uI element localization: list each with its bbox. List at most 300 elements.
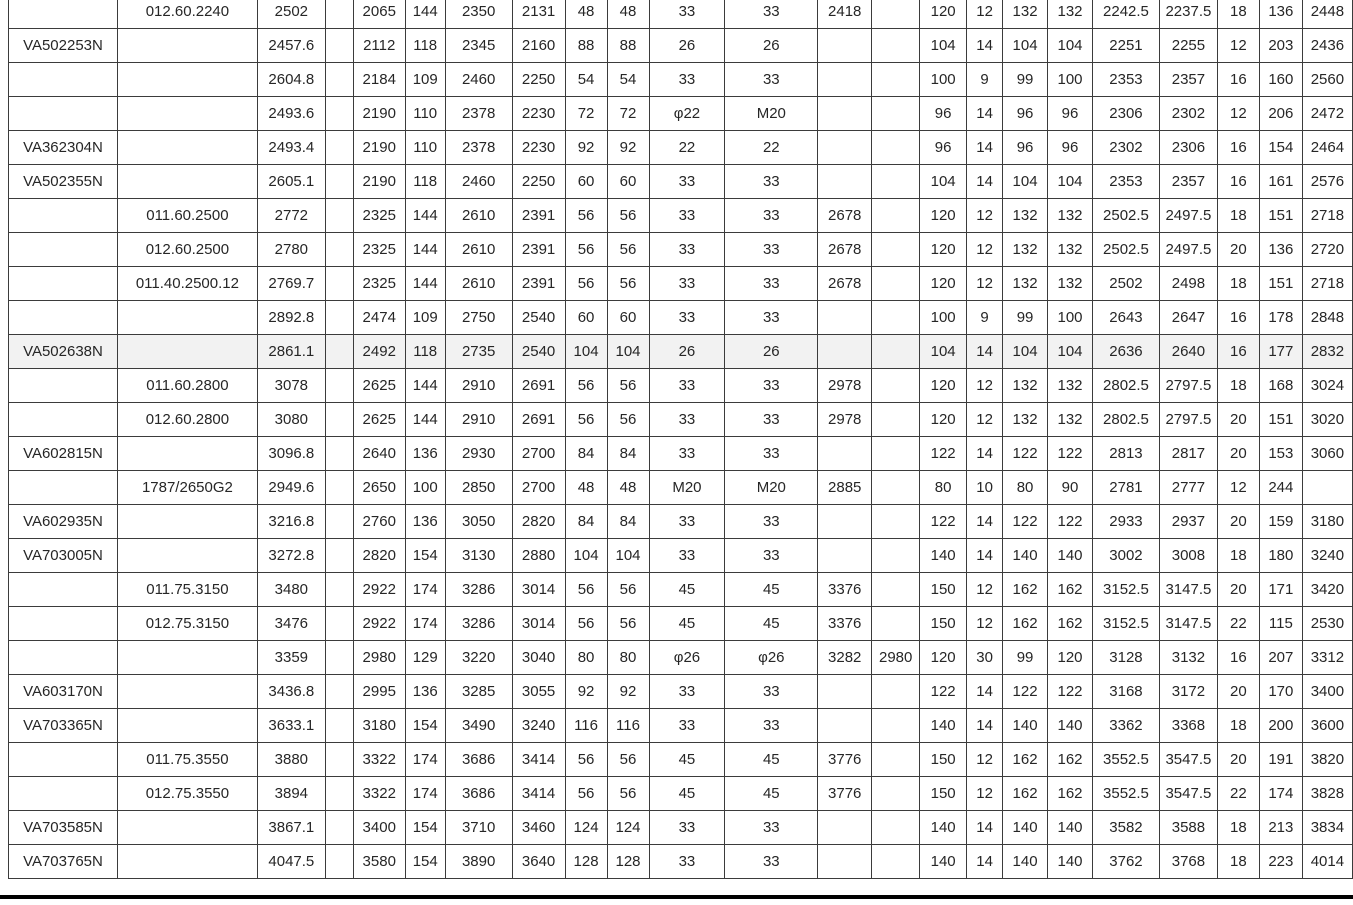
table-cell: 33 <box>725 267 818 301</box>
table-cell: 14 <box>967 845 1003 879</box>
table-row <box>9 641 1353 675</box>
table-cell: 33 <box>649 437 725 471</box>
table-cell: 2650 <box>353 471 405 505</box>
table-cell: 2112 <box>353 29 405 63</box>
table-cell: 12 <box>967 233 1003 267</box>
table-cell: 3686 <box>445 743 512 777</box>
table-cell: 153 <box>1259 437 1302 471</box>
table-row <box>9 131 1353 165</box>
table-cell: 159 <box>1259 505 1302 539</box>
table-cell: 96 <box>1048 97 1093 131</box>
table-cell: 144 <box>405 233 445 267</box>
table-cell: 2718 <box>1302 199 1352 233</box>
table-cell: 2678 <box>818 199 872 233</box>
table-cell: 122 <box>920 437 967 471</box>
table-cell: 80 <box>920 471 967 505</box>
table-cell: 132 <box>1048 233 1093 267</box>
table-cell: 45 <box>725 777 818 811</box>
table-cell: 104 <box>920 335 967 369</box>
model-series-cell <box>117 29 257 63</box>
table-cell: 3834 <box>1302 811 1352 845</box>
model-series-cell <box>117 165 257 199</box>
table-cell: 33 <box>725 811 818 845</box>
table-cell: 154 <box>1259 131 1302 165</box>
table-cell <box>872 267 920 301</box>
table-cell: 151 <box>1259 403 1302 437</box>
model-series-cell: 1787/2650G2 <box>117 471 257 505</box>
table-cell: 2720 <box>1302 233 1352 267</box>
table-cell <box>818 63 872 97</box>
table-cell <box>872 165 920 199</box>
model-va-cell: VA502253N <box>9 29 118 63</box>
table-cell: 3096.8 <box>257 437 325 471</box>
table-cell: 180 <box>1259 539 1302 573</box>
table-cell: 150 <box>920 743 967 777</box>
table-cell: 12 <box>1217 29 1259 63</box>
table-cell: 2065 <box>353 0 405 29</box>
table-cell: 140 <box>1048 539 1093 573</box>
table-cell: 3414 <box>512 743 565 777</box>
table-cell: 136 <box>1259 233 1302 267</box>
table-cell: 18 <box>1217 539 1259 573</box>
table-cell: 104 <box>920 165 967 199</box>
table-cell: 120 <box>920 641 967 675</box>
table-cell: 14 <box>967 675 1003 709</box>
table-cell: 56 <box>565 369 607 403</box>
table-cell: 2640 <box>353 437 405 471</box>
table-cell: 2493.6 <box>257 97 325 131</box>
table-cell: 144 <box>405 267 445 301</box>
table-cell: 140 <box>1003 845 1048 879</box>
table-cell: 3480 <box>257 573 325 607</box>
table-cell: 3776 <box>818 743 872 777</box>
table-cell: 2492 <box>353 335 405 369</box>
table-cell: 45 <box>725 573 818 607</box>
table-cell <box>325 539 353 573</box>
table-cell <box>818 165 872 199</box>
table-cell: 2937 <box>1159 505 1217 539</box>
table-cell: 33 <box>649 845 725 879</box>
table-cell <box>872 97 920 131</box>
table-cell: 2604.8 <box>257 63 325 97</box>
table-cell <box>1302 471 1352 505</box>
table-cell: 2605.1 <box>257 165 325 199</box>
table-cell: 2885 <box>818 471 872 505</box>
model-series-cell <box>117 301 257 335</box>
table-row <box>9 403 1353 437</box>
table-cell <box>872 709 920 743</box>
model-series-cell: 012.60.2800 <box>117 403 257 437</box>
table-cell: 2436 <box>1302 29 1352 63</box>
table-cell: 174 <box>405 777 445 811</box>
table-cell: 178 <box>1259 301 1302 335</box>
table-cell: 132 <box>1048 369 1093 403</box>
table-cell: 140 <box>1048 709 1093 743</box>
table-cell <box>872 505 920 539</box>
table-cell: 2777 <box>1159 471 1217 505</box>
table-cell <box>872 811 920 845</box>
table-cell: 56 <box>607 607 649 641</box>
table-cell: 33 <box>725 301 818 335</box>
table-cell: 170 <box>1259 675 1302 709</box>
table-cell: 2530 <box>1302 607 1352 641</box>
table-cell <box>818 301 872 335</box>
table-cell: 2750 <box>445 301 512 335</box>
model-series-cell <box>117 131 257 165</box>
table-row <box>9 607 1353 641</box>
table-cell: 26 <box>725 335 818 369</box>
table-cell: 3376 <box>818 573 872 607</box>
model-va-cell <box>9 199 118 233</box>
table-cell: 2820 <box>512 505 565 539</box>
table-cell: 2160 <box>512 29 565 63</box>
table-cell <box>872 777 920 811</box>
table-cell <box>325 97 353 131</box>
table-cell: 33 <box>725 845 818 879</box>
table-cell: 48 <box>607 471 649 505</box>
table-cell: 136 <box>405 437 445 471</box>
table-cell: 2802.5 <box>1092 369 1159 403</box>
table-cell: 213 <box>1259 811 1302 845</box>
model-va-cell <box>9 63 118 97</box>
table-cell <box>325 233 353 267</box>
table-cell: 223 <box>1259 845 1302 879</box>
table-cell: 244 <box>1259 471 1302 505</box>
table-cell: 3152.5 <box>1092 573 1159 607</box>
table-cell: 88 <box>565 29 607 63</box>
table-cell <box>325 335 353 369</box>
table-cell <box>325 199 353 233</box>
table-cell <box>872 607 920 641</box>
table-cell: 3400 <box>353 811 405 845</box>
table-cell: 3828 <box>1302 777 1352 811</box>
table-cell: 3867.1 <box>257 811 325 845</box>
table-cell: 2910 <box>445 403 512 437</box>
model-series-cell <box>117 63 257 97</box>
table-cell <box>872 301 920 335</box>
table-cell: 2184 <box>353 63 405 97</box>
table-cell: 132 <box>1048 267 1093 301</box>
table-cell: 132 <box>1003 403 1048 437</box>
table-cell: 14 <box>967 709 1003 743</box>
table-cell: 22 <box>649 131 725 165</box>
table-cell: 54 <box>565 63 607 97</box>
table-cell: 132 <box>1003 233 1048 267</box>
table-cell: 33 <box>725 63 818 97</box>
table-cell: 2474 <box>353 301 405 335</box>
table-cell: 203 <box>1259 29 1302 63</box>
table-cell: 2848 <box>1302 301 1352 335</box>
table-row <box>9 369 1353 403</box>
table-cell: 33 <box>649 403 725 437</box>
table-cell: 3132 <box>1159 641 1217 675</box>
spec-table <box>8 0 1353 879</box>
table-cell: 3588 <box>1159 811 1217 845</box>
table-cell: 132 <box>1003 0 1048 29</box>
table-cell <box>325 845 353 879</box>
table-cell: 16 <box>1217 63 1259 97</box>
model-va-cell <box>9 641 118 675</box>
table-cell <box>872 403 920 437</box>
table-cell: 92 <box>565 675 607 709</box>
table-cell: 84 <box>565 437 607 471</box>
table-cell: 2647 <box>1159 301 1217 335</box>
table-cell: 150 <box>920 777 967 811</box>
table-cell: 118 <box>405 165 445 199</box>
table-cell: 174 <box>405 743 445 777</box>
table-cell: 14 <box>967 811 1003 845</box>
table-cell: 122 <box>1048 675 1093 709</box>
table-cell: φ26 <box>725 641 818 675</box>
table-cell: 2255 <box>1159 29 1217 63</box>
table-cell: 12 <box>967 403 1003 437</box>
table-row <box>9 301 1353 335</box>
table-cell: 122 <box>1003 675 1048 709</box>
table-cell: 10 <box>967 471 1003 505</box>
table-cell: 2700 <box>512 471 565 505</box>
table-cell: 14 <box>967 437 1003 471</box>
table-cell: 3359 <box>257 641 325 675</box>
table-cell: 109 <box>405 63 445 97</box>
model-series-cell: 011.75.3150 <box>117 573 257 607</box>
table-cell: 122 <box>1048 505 1093 539</box>
table-cell: 56 <box>565 199 607 233</box>
table-cell: 120 <box>920 233 967 267</box>
table-cell: 2418 <box>818 0 872 29</box>
table-cell: 14 <box>967 335 1003 369</box>
table-cell: 2502.5 <box>1092 233 1159 267</box>
table-cell: 3600 <box>1302 709 1352 743</box>
table-cell: 2922 <box>353 607 405 641</box>
table-cell: 3362 <box>1092 709 1159 743</box>
table-cell: 2678 <box>818 267 872 301</box>
table-cell: 14 <box>967 505 1003 539</box>
table-cell: 3020 <box>1302 403 1352 437</box>
table-cell: 3776 <box>818 777 872 811</box>
table-cell: 3152.5 <box>1092 607 1159 641</box>
model-va-cell: VA602815N <box>9 437 118 471</box>
table-cell: 2780 <box>257 233 325 267</box>
table-cell: 33 <box>725 539 818 573</box>
table-cell: 14 <box>967 131 1003 165</box>
table-cell: 3014 <box>512 573 565 607</box>
model-va-cell <box>9 301 118 335</box>
table-cell: 33 <box>725 403 818 437</box>
table-cell <box>325 301 353 335</box>
table-cell: 174 <box>405 573 445 607</box>
table-cell: 2325 <box>353 199 405 233</box>
table-cell <box>872 845 920 879</box>
table-cell: 12 <box>967 743 1003 777</box>
table-cell: 2391 <box>512 199 565 233</box>
table-cell: 3547.5 <box>1159 777 1217 811</box>
table-cell: 20 <box>1217 505 1259 539</box>
table-cell <box>325 573 353 607</box>
table-cell: 3050 <box>445 505 512 539</box>
table-cell: 2302 <box>1092 131 1159 165</box>
table-cell: 33 <box>725 165 818 199</box>
model-va-cell <box>9 97 118 131</box>
table-cell: 2910 <box>445 369 512 403</box>
table-cell: 3180 <box>353 709 405 743</box>
table-cell: 2350 <box>445 0 512 29</box>
table-row <box>9 29 1353 63</box>
table-cell: 18 <box>1217 0 1259 29</box>
table-cell: 80 <box>607 641 649 675</box>
table-cell: 4047.5 <box>257 845 325 879</box>
table-cell: 3220 <box>445 641 512 675</box>
table-cell: 3002 <box>1092 539 1159 573</box>
table-cell: 162 <box>1003 573 1048 607</box>
model-va-cell <box>9 233 118 267</box>
table-cell: 2353 <box>1092 165 1159 199</box>
table-cell: 120 <box>920 199 967 233</box>
table-cell: 16 <box>1217 131 1259 165</box>
table-row <box>9 505 1353 539</box>
table-cell: 120 <box>920 267 967 301</box>
table-cell: 60 <box>607 301 649 335</box>
table-cell <box>872 199 920 233</box>
table-cell: 2978 <box>818 403 872 437</box>
table-cell: 3686 <box>445 777 512 811</box>
table-cell: φ22 <box>649 97 725 131</box>
table-cell <box>872 369 920 403</box>
table-row <box>9 0 1353 29</box>
table-cell: 96 <box>920 131 967 165</box>
table-cell: 3768 <box>1159 845 1217 879</box>
table-cell: 162 <box>1048 743 1093 777</box>
table-cell: 33 <box>725 369 818 403</box>
table-row <box>9 63 1353 97</box>
table-cell: 2391 <box>512 233 565 267</box>
table-cell <box>872 0 920 29</box>
model-series-cell <box>117 675 257 709</box>
table-cell: 96 <box>920 97 967 131</box>
table-cell: 33 <box>649 675 725 709</box>
table-cell: 22 <box>1217 777 1259 811</box>
table-cell: 110 <box>405 97 445 131</box>
table-cell: 2949.6 <box>257 471 325 505</box>
table-cell: 2353 <box>1092 63 1159 97</box>
table-cell: 2930 <box>445 437 512 471</box>
model-series-cell: 011.60.2800 <box>117 369 257 403</box>
table-cell: 3762 <box>1092 845 1159 879</box>
table-cell: 9 <box>967 301 1003 335</box>
table-cell: 2131 <box>512 0 565 29</box>
table-cell: 162 <box>1048 573 1093 607</box>
table-cell: 3286 <box>445 573 512 607</box>
table-cell <box>325 743 353 777</box>
table-cell: 206 <box>1259 97 1302 131</box>
table-cell <box>325 471 353 505</box>
table-cell: 2498 <box>1159 267 1217 301</box>
table-cell: 132 <box>1003 267 1048 301</box>
table-cell: 60 <box>565 165 607 199</box>
table-cell <box>818 437 872 471</box>
table-cell: 128 <box>565 845 607 879</box>
table-cell: 12 <box>967 369 1003 403</box>
table-cell <box>325 437 353 471</box>
model-va-cell <box>9 573 118 607</box>
table-cell: 2781 <box>1092 471 1159 505</box>
table-cell: 18 <box>1217 369 1259 403</box>
table-cell: 33 <box>649 233 725 267</box>
table-cell: 2576 <box>1302 165 1352 199</box>
table-cell: 140 <box>920 709 967 743</box>
model-va-cell: VA703365N <box>9 709 118 743</box>
table-cell <box>872 471 920 505</box>
table-cell: 33 <box>649 709 725 743</box>
table-cell <box>818 335 872 369</box>
table-cell: 140 <box>1003 811 1048 845</box>
table-cell <box>818 709 872 743</box>
table-cell: 2497.5 <box>1159 199 1217 233</box>
table-cell: 12 <box>967 0 1003 29</box>
table-cell: 2230 <box>512 97 565 131</box>
table-cell: 33 <box>649 369 725 403</box>
table-cell: 104 <box>1003 29 1048 63</box>
table-cell <box>325 0 353 29</box>
table-cell: 2251 <box>1092 29 1159 63</box>
table-cell: 136 <box>405 675 445 709</box>
table-cell: 3420 <box>1302 573 1352 607</box>
model-series-cell: 012.60.2500 <box>117 233 257 267</box>
table-cell: 118 <box>405 335 445 369</box>
table-cell: 3820 <box>1302 743 1352 777</box>
table-cell: 2464 <box>1302 131 1352 165</box>
model-va-cell <box>9 0 118 29</box>
table-cell: 33 <box>649 811 725 845</box>
table-cell: 3880 <box>257 743 325 777</box>
table-cell: 3240 <box>1302 539 1352 573</box>
table-cell: 136 <box>1259 0 1302 29</box>
table-cell: 2817 <box>1159 437 1217 471</box>
table-cell: 33 <box>649 165 725 199</box>
table-cell: 136 <box>405 505 445 539</box>
table-cell: 100 <box>920 301 967 335</box>
table-cell: 2230 <box>512 131 565 165</box>
model-va-cell <box>9 369 118 403</box>
table-cell: 2735 <box>445 335 512 369</box>
table-cell: 3633.1 <box>257 709 325 743</box>
table-cell: 18 <box>1217 199 1259 233</box>
table-cell: 171 <box>1259 573 1302 607</box>
model-series-cell <box>117 709 257 743</box>
table-cell: 9 <box>967 63 1003 97</box>
table-cell: 120 <box>920 369 967 403</box>
table-cell: 154 <box>405 845 445 879</box>
table-cell: 33 <box>725 709 818 743</box>
table-cell: 120 <box>1048 641 1093 675</box>
table-cell: 2802.5 <box>1092 403 1159 437</box>
table-cell <box>818 131 872 165</box>
table-cell: 3376 <box>818 607 872 641</box>
table-cell: 2643 <box>1092 301 1159 335</box>
table-cell: 20 <box>1217 743 1259 777</box>
model-va-cell: VA502355N <box>9 165 118 199</box>
table-cell: 30 <box>967 641 1003 675</box>
table-cell: 99 <box>1003 63 1048 97</box>
table-cell: 20 <box>1217 403 1259 437</box>
table-row <box>9 743 1353 777</box>
table-cell: 99 <box>1003 301 1048 335</box>
table-cell: 2325 <box>353 233 405 267</box>
table-cell: 104 <box>1048 335 1093 369</box>
table-cell: 3460 <box>512 811 565 845</box>
table-row <box>9 811 1353 845</box>
table-cell: 2610 <box>445 267 512 301</box>
table-cell: 2995 <box>353 675 405 709</box>
